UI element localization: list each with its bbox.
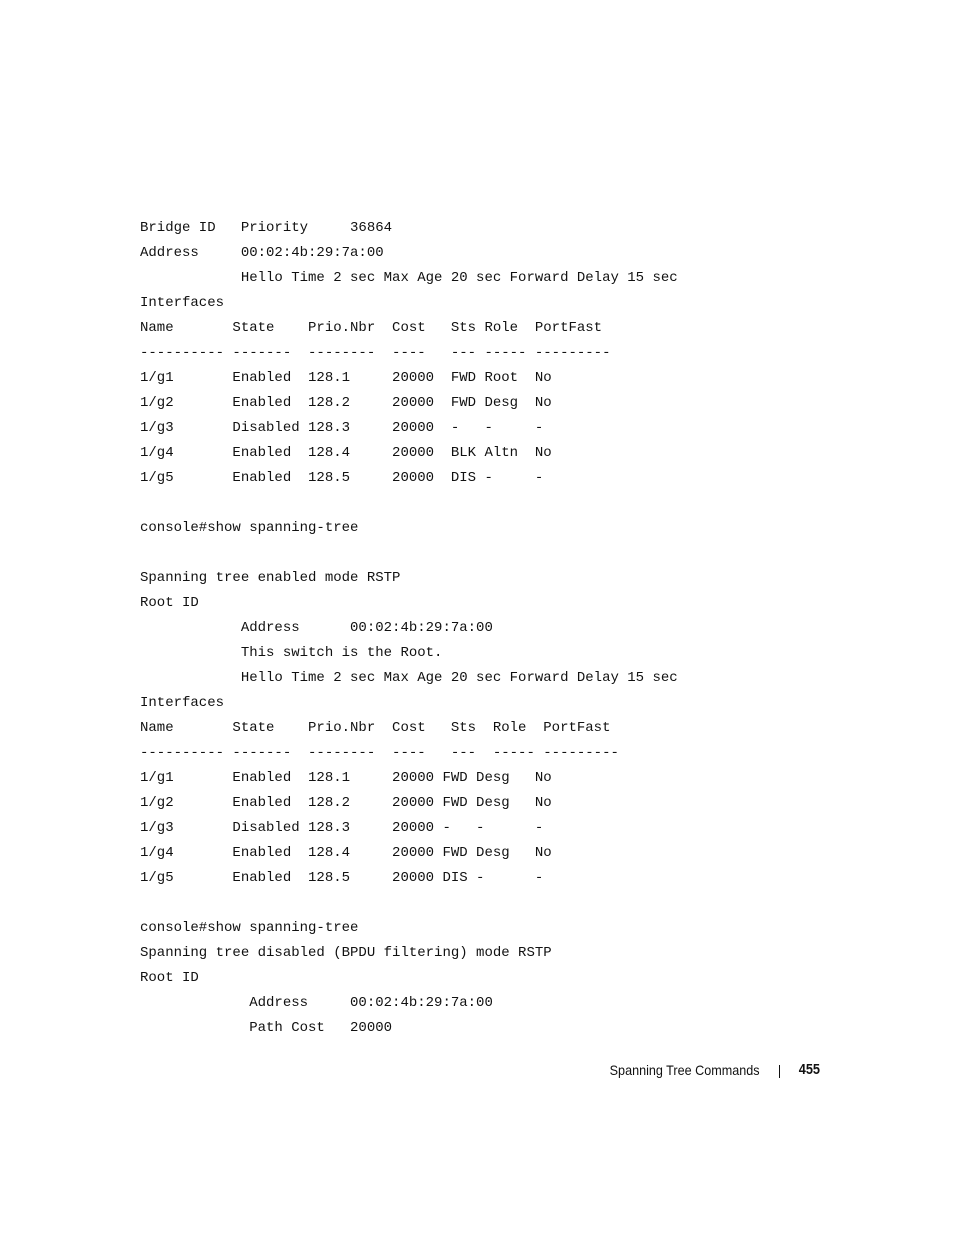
- code-line: Root ID: [140, 595, 199, 611]
- page-footer: [0, 1060, 820, 1082]
- code-line: Hello Time 2 sec Max Age 20 sec Forward Delay 15 sec: [140, 270, 678, 286]
- code-line: Spanning tree disabled (BPDU filtering) mode RSTP: [140, 945, 552, 961]
- code-line: Address 00:02:4b:29:7a:00: [140, 245, 384, 261]
- code-line: Path Cost 20000: [140, 1020, 393, 1036]
- footer-section-title: Spanning Tree Commands: [610, 1062, 760, 1078]
- code-line: 1/g5 Enabled 128.5 20000 DIS - -: [140, 870, 544, 886]
- code-line: This switch is the Root.: [140, 645, 443, 661]
- code-line: [140, 541, 920, 566]
- code-line: [140, 891, 920, 916]
- code-line: 1/g2 Enabled 128.2 20000 FWD Desg No: [140, 795, 552, 811]
- code-line: Spanning tree enabled mode RSTP: [140, 570, 401, 586]
- code-line: 1/g2 Enabled 128.2 20000 FWD Desg No: [140, 395, 552, 411]
- code-line: ---------- ------- -------- ---- --- ----- ---------: [140, 745, 619, 761]
- code-line: Address 00:02:4b:29:7a:00: [140, 995, 493, 1011]
- code-line: Root ID: [140, 970, 199, 986]
- code-line: Bridge ID Priority 36864: [140, 220, 393, 236]
- code-line: console#show spanning-tree: [140, 920, 359, 936]
- code-line: 1/g5 Enabled 128.5 20000 DIS - -: [140, 470, 544, 486]
- code-line: 1/g4 Enabled 128.4 20000 FWD Desg No: [140, 845, 552, 861]
- code-line: console#show spanning-tree: [140, 520, 359, 536]
- cli-output-block: [140, 216, 920, 1041]
- code-line: ---------- ------- -------- ---- --- ----- ---------: [140, 345, 611, 361]
- footer-separator: [779, 1065, 780, 1078]
- code-line: 1/g3 Disabled 128.3 20000 - - -: [140, 820, 544, 836]
- code-line: 1/g1 Enabled 128.1 20000 FWD Root No: [140, 370, 552, 386]
- page-number: 455: [798, 1061, 820, 1078]
- code-line: Name State Prio.Nbr Cost Sts Role PortFast: [140, 720, 611, 736]
- code-line: Interfaces: [140, 695, 225, 711]
- code-line: 1/g1 Enabled 128.1 20000 FWD Desg No: [140, 770, 552, 786]
- code-line: 1/g4 Enabled 128.4 20000 BLK Altn No: [140, 445, 552, 461]
- code-line: 1/g3 Disabled 128.3 20000 - - -: [140, 420, 544, 436]
- code-line: [140, 491, 920, 516]
- code-line: Interfaces: [140, 295, 225, 311]
- code-line: Name State Prio.Nbr Cost Sts Role PortFast: [140, 320, 603, 336]
- code-line: Address 00:02:4b:29:7a:00: [140, 620, 493, 636]
- code-line: Hello Time 2 sec Max Age 20 sec Forward Delay 15 sec: [140, 670, 678, 686]
